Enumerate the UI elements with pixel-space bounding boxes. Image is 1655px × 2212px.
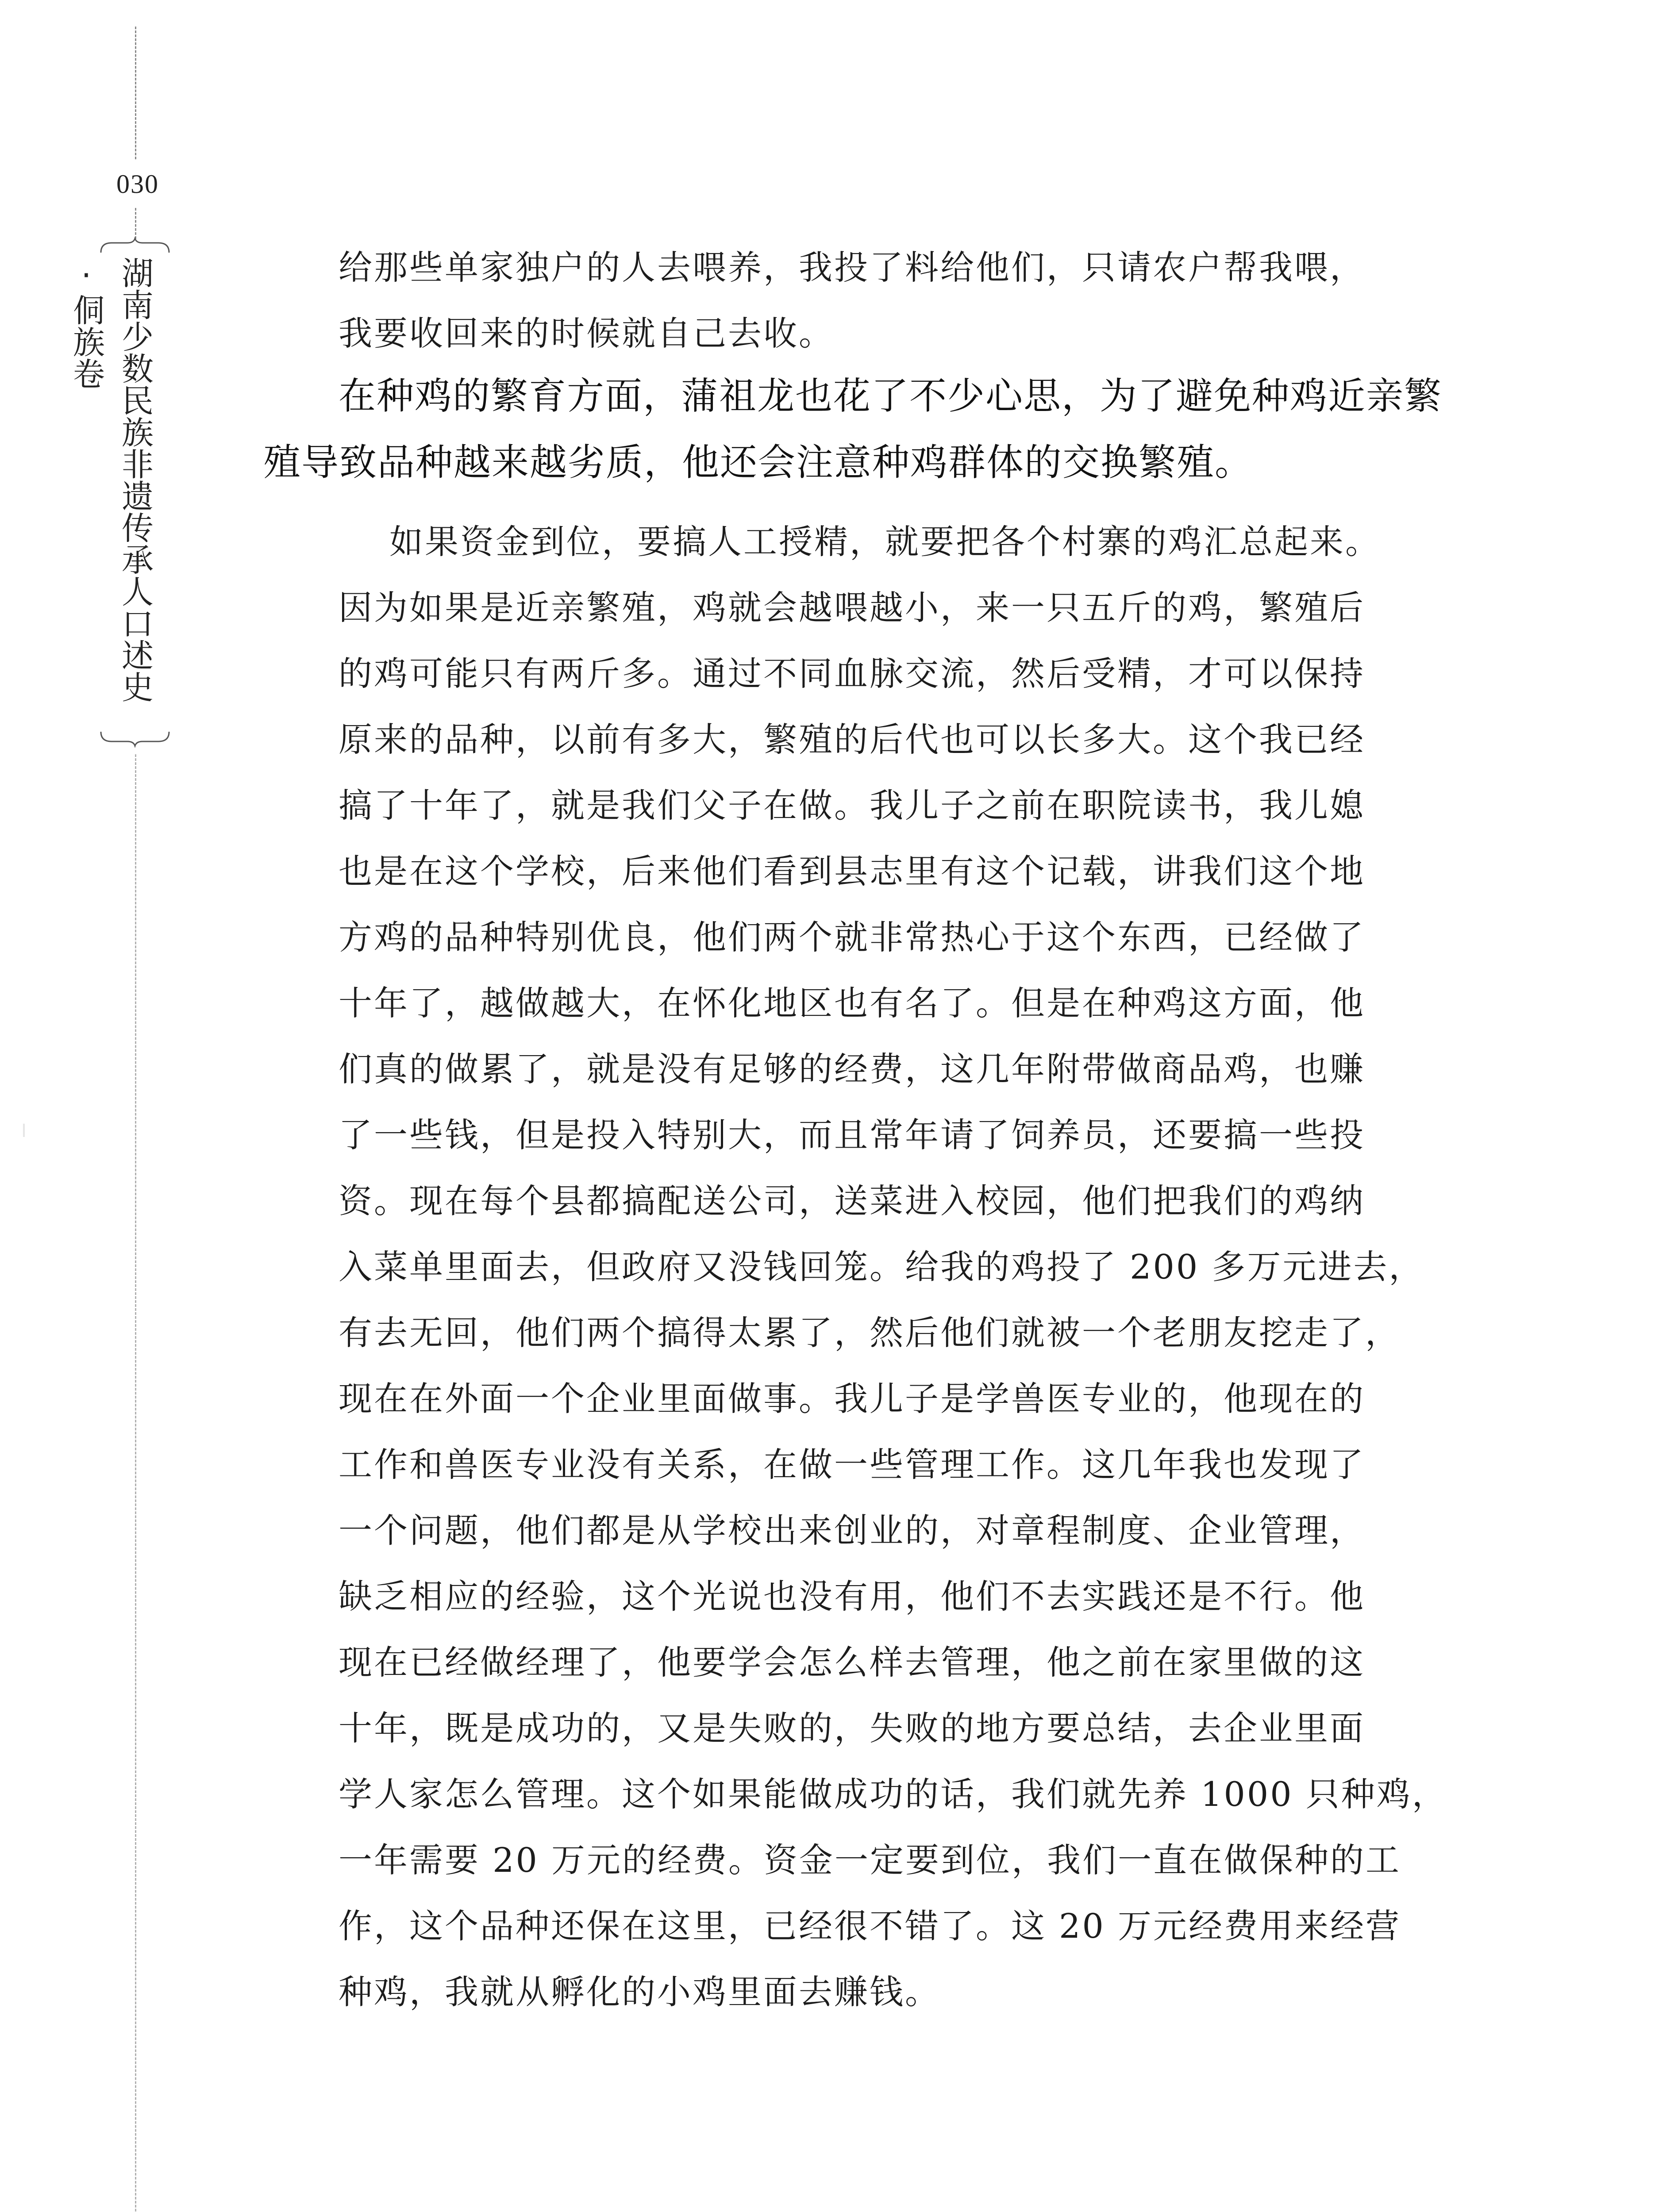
title-bracket-top [98,237,172,254]
text-line: 有去无回，他们两个搞得太累了，然后他们就被一个老朋友挖走了， [339,1313,1401,1352]
title-bracket-bottom [98,730,172,748]
text-line: 一年需要 20 万元的经费。资金一定要到位，我们一直在做保种的工 [339,1840,1401,1880]
text-line: 种鸡，我就从孵化的小鸡里面去赚钱。 [339,1972,940,2012]
page-number: 030 [116,169,159,199]
text-line: 们真的做累了，就是没有足够的经费，这几年附带做商品鸡，也赚 [339,1049,1365,1089]
text-line: 如果资金到位，要搞人工授精，就要把各个村寨的鸡汇总起来。 [389,522,1381,561]
text-line: 入菜单里面去，但政府又没钱回笼。给我的鸡投了 200 多万元进去， [339,1247,1424,1286]
text-line: 因为如果是近亲繁殖，鸡就会越喂越小，来一只五斤的鸡，繁殖后 [339,588,1365,627]
text-line: 一个问题，他们都是从学校出来创业的，对章程制度、企业管理， [339,1511,1365,1550]
scan-mark [23,1124,25,1137]
text-line: 方鸡的品种特别优良，他们两个就非常热心于这个东西，已经做了 [339,918,1365,957]
margin-rule-top [135,27,136,159]
text-line: 原来的品种，以前有多大，繁殖的后代也可以长多大。这个我已经 [339,720,1365,759]
text-line: 也是在这个学校，后来他们看到县志里有这个记载，讲我们这个地 [339,852,1365,891]
text-line: 学人家怎么管理。这个如果能做成功的话，我们就先养 1000 只种鸡， [339,1774,1447,1814]
text-line: 了一些钱，但是投入特别大，而且常年请了饲养员，还要搞一些投 [339,1115,1365,1155]
text-line: 工作和兽医专业没有关系，在做一些管理工作。这几年我也发现了 [339,1445,1365,1484]
margin-rule-middle [135,208,136,239]
text-line: 缺乏相应的经验，这个光说也没有用，他们不去实践还是不行。他 [339,1577,1365,1616]
text-line: 我要收回来的时候就自己去收。 [339,314,834,353]
text-line: 在种鸡的繁育方面，蒲祖龙也花了不少心思，为了避免种鸡近亲繁 [339,374,1443,418]
text-line: 搞了十年了，就是我们父子在做。我儿子之前在职院读书，我儿媳 [339,786,1365,825]
text-line: 给那些单家独户的人去喂养，我投了料给他们，只请农户帮我喂， [339,248,1365,287]
text-line: 十年了，越做越大，在怀化地区也有名了。但是在种鸡这方面，他 [339,983,1365,1023]
text-line: 作，这个品种还保在这里，已经很不错了。这 20 万元经费用来经营 [339,1906,1401,1946]
text-line: 的鸡可能只有两斤多。通过不同血脉交流，然后受精，才可以保持 [339,654,1365,693]
margin-rule-bottom [135,754,136,2212]
text-line: 现在已经做经理了，他要学会怎么样去管理，他之前在家里做的这 [339,1643,1365,1682]
text-line: 十年，既是成功的，又是失败的，失败的地方要总结，去企业里面 [339,1709,1365,1748]
text-line: 现在在外面一个企业里面做事。我儿子是学兽医专业的，他现在的 [339,1379,1365,1418]
text-line: 殖导致品种越来越劣质，他还会注意种鸡群体的交换繁殖。 [263,441,1253,484]
text-line: 资。现在每个县都搞配送公司，送菜进入校园，他们把我们的鸡纳 [339,1181,1365,1221]
series-title: 湖南少数民族非遗传承人口述史·侗族卷 [68,257,154,703]
